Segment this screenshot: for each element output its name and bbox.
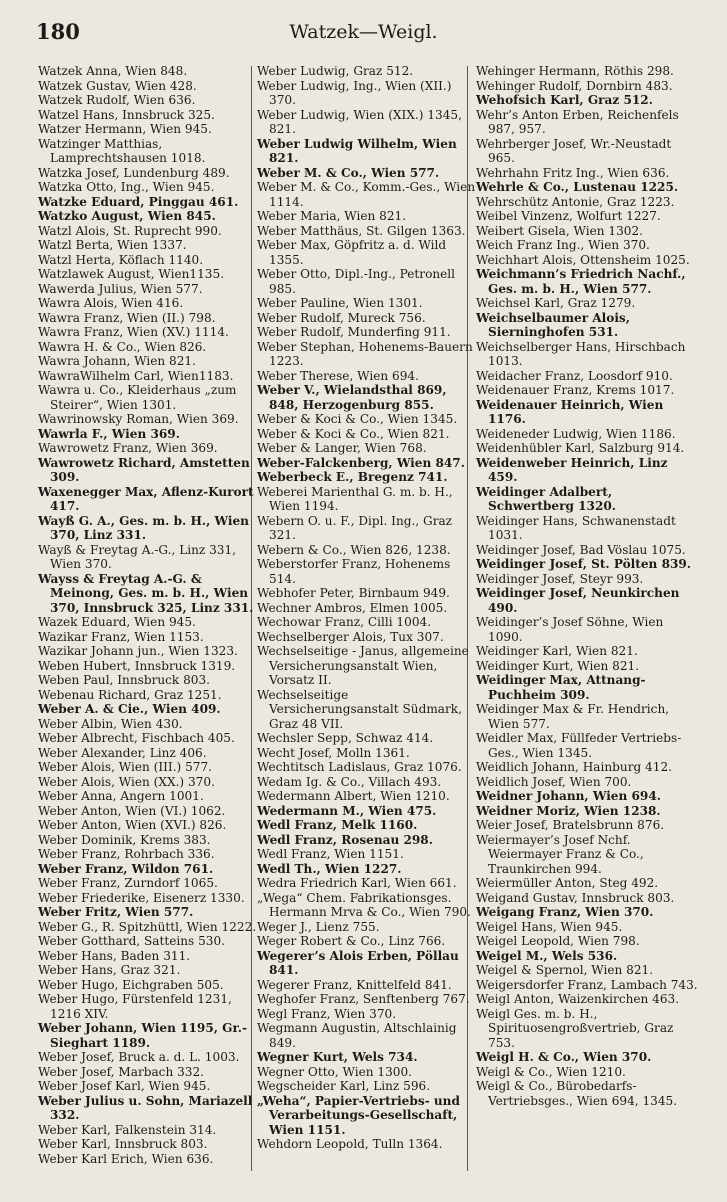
directory-entry: „Weha“, Papier-Vertriebs- und Verarbeitungs-Gesellschaft, Wien 1151. — [257, 1093, 460, 1137]
directory-entry: Weber Franz, Wildon 761. — [38, 861, 214, 876]
directory-entry: Wehrschütz Antonie, Graz 1223. — [476, 194, 675, 209]
directory-entry: Weben Paul, Innsbruck 803. — [38, 673, 211, 687]
directory-entry: Wegmann Augustin, Altschlainig 849. — [257, 1021, 457, 1050]
column-3 — [476, 64, 698, 1108]
directory-entry: Weben Hubert, Innsbruck 1319. — [38, 658, 236, 673]
directory-entry: Wawra Franz, Wien (II.) 798. — [38, 310, 216, 325]
directory-entry: Wehrberger Josef, Wr.-Neustadt 965. — [476, 136, 672, 165]
directory-entry: Weigel Leopold, Wien 798. — [476, 934, 640, 948]
directory-entry: Wayss & Freytag A.-G. & Meinong, Ges. m. b. H., Wien 370, Innsbruck 325, Linz 331. — [38, 571, 254, 615]
directory-entry: Wedermann M., Wien 475. — [257, 803, 437, 818]
directory-entry: Weger J., Lienz 755. — [257, 919, 380, 934]
directory-entry: Wawrla F., Wien 369. — [38, 426, 180, 441]
directory-entry: Weber M. & Co., Wien 577. — [257, 165, 440, 180]
directory-entry: Weber Max, Göpfritz a. d. Wild 1355. — [257, 238, 447, 267]
directory-entry: Watzka Josef, Lundenburg 489. — [38, 165, 230, 180]
directory-entry: Weber Anton, Wien (VI.) 1062. — [38, 803, 226, 818]
directory-entry: Weigel Hans, Wien 945. — [476, 919, 623, 934]
directory-entry: Weber Karl, Falkenstein 314. — [38, 1122, 217, 1137]
directory-entry: Weidlich Josef, Wien 700. — [476, 774, 632, 789]
directory-entry: Wazikar Franz, Wien 1153. — [38, 629, 204, 644]
directory-entry: Weber Johann, Wien 1195, Gr.-Sieghart 1189. — [38, 1021, 248, 1050]
directory-entry: Weberei Marienthal G. m. b. H., Wien 1194. — [257, 484, 453, 513]
directory-entry: Weber A. & Cie., Wien 409. — [38, 702, 221, 716]
directory-entry: Wehrle & Co., Lustenau 1225. — [476, 180, 679, 194]
directory-entry: Weber & Langer, Wien 768. — [257, 441, 427, 455]
directory-entry: Weber Anna, Angern 1001. — [38, 789, 204, 803]
directory-entry: Weber Franz, Rohrbach 336. — [38, 847, 215, 861]
directory-entry: Wayß & Freytag A.-G., Linz 331, Wien 370. — [38, 542, 237, 571]
directory-entry: Weichhart Alois, Ottensheim 1025. — [476, 252, 690, 267]
directory-entry: Weidenauer Franz, Krems 1017. — [476, 383, 675, 397]
directory-entry: Weigl H. & Co., Wien 370. — [476, 1050, 652, 1064]
directory-entry: Webhofer Peter, Birnbaum 949. — [257, 586, 450, 600]
directory-entry: Wedl Franz, Rosenau 298. — [257, 832, 433, 847]
directory-entry: Watzel Hans, Innsbruck 325. — [38, 107, 215, 122]
directory-entry: Wechselberger Alois, Tux 307. — [257, 629, 444, 644]
directory-entry: Weigl Ges. m. b. H., Spirituosengroßvertrieb, Graz 753. — [476, 1006, 674, 1050]
directory-entry: Wegscheider Karl, Linz 596. — [257, 1079, 431, 1093]
directory-entry: Watzko August, Wien 845. — [38, 209, 216, 223]
directory-entry: Webern & Co., Wien 826, 1238. — [257, 542, 451, 557]
directory-entry: Weber Hugo, Eichgraben 505. — [38, 977, 224, 992]
directory-entry: Wawra Franz, Wien (XV.) 1114. — [38, 325, 229, 339]
directory-entry: Wegerer’s Alois Erben, Pöllau 841. — [257, 948, 459, 977]
directory-entry: Weber Hans, Graz 321. — [38, 963, 181, 977]
directory-entry: Weber Josef, Bruck a. d. L. 1003. — [38, 1050, 240, 1064]
directory-entry: Weber & Koci & Co., Wien 821. — [257, 426, 450, 441]
directory-entry: Webenau Richard, Graz 1251. — [38, 687, 222, 702]
directory-entry: Weidner Moriz, Wien 1238. — [476, 803, 661, 818]
directory-entry: Wedl Franz, Wien 1151. — [257, 847, 404, 861]
directory-entry: Weidinger Adalbert, Schwertberg 1320. — [476, 484, 617, 513]
directory-entry: Wayß G. A., Ges. m. b. H., Wien 370, Linz 331. — [38, 513, 249, 542]
directory-entry: Weber Julius u. Sohn, Mariazell 332. — [38, 1093, 253, 1122]
directory-entry: Watzl Herta, Köflach 1140. — [38, 252, 204, 267]
directory-entry: Weber Ludwig Wilhelm, Wien 821. — [257, 136, 457, 165]
directory-entry: Weichselberger Hans, Hirschbach 1013. — [476, 339, 686, 368]
directory-entry: Wehr’s Anton Erben, Reichenfels 987, 957. — [476, 107, 679, 136]
directory-entry: Watzka Otto, Ing., Wien 945. — [38, 180, 215, 194]
directory-entry: Weidinger Kurt, Wien 821. — [476, 658, 640, 673]
directory-entry: Wawra Alois, Wien 416. — [38, 296, 184, 310]
directory-entry: Weiermüller Anton, Steg 492. — [476, 876, 659, 890]
directory-entry: Weber Ludwig, Graz 512. — [257, 64, 414, 78]
directory-entry: Wehdorn Leopold, Tulln 1364. — [257, 1137, 443, 1151]
column-1 — [38, 64, 260, 1166]
directory-entry: Weidinger Max, Attnang-Puchheim 309. — [476, 673, 646, 702]
column-2 — [257, 64, 479, 1152]
directory-entry: Weidenweber Heinrich, Linz 459. — [476, 455, 668, 484]
directory-entry: Weideneder Ludwig, Wien 1186. — [476, 426, 676, 441]
directory-entry: Weidler Max, Füllfeder Vertriebs-Ges., Wien 1345. — [476, 731, 682, 760]
directory-entry: Wechselseitige - Janus, allgemeine Versicherungsanstalt Wien, Vorsatz II. — [257, 644, 469, 687]
directory-entry: Wehrhahn Fritz Ing., Wien 636. — [476, 165, 670, 180]
directory-entry: Weigel & Spernol, Wien 821. — [476, 963, 654, 977]
directory-entry: Wawrowetz Richard, Amstetten 309. — [38, 455, 250, 484]
directory-entry: Weber Gotthard, Satteins 530. — [38, 934, 226, 948]
directory-entry: Wehinger Hermann, Röthis 298. — [476, 64, 674, 78]
directory-entry: Wegl Franz, Wien 370. — [257, 1006, 397, 1021]
directory-entry: Weigel M., Wels 536. — [476, 948, 618, 963]
directory-entry: Wegner Kurt, Wels 734. — [257, 1050, 418, 1064]
directory-entry: Weidinger Josef, Bad Vöslau 1075. — [476, 542, 686, 557]
directory-entry: Wawrinowsky Roman, Wien 369. — [38, 412, 239, 426]
directory-entry: Wawra H. & Co., Wien 826. — [38, 339, 207, 354]
directory-entry: Wazek Eduard, Wien 945. — [38, 615, 196, 629]
directory-entry: Weber Albrecht, Fischbach 405. — [38, 731, 235, 745]
directory-entry: Weidinger Josef, Steyr 993. — [476, 571, 644, 586]
directory-entry: Weibel Vinzenz, Wolfurt 1227. — [476, 209, 661, 223]
directory-entry: Weidenhübler Karl, Salzburg 914. — [476, 441, 685, 455]
directory-entry: Weber G., R. Spitzhüttl, Wien 1222. — [38, 919, 257, 934]
directory-entry: Weber Maria, Wien 821. — [257, 209, 407, 223]
directory-entry: Wechner Ambros, Elmen 1005. — [257, 600, 448, 615]
directory-entry: Wedl Franz, Melk 1160. — [257, 818, 418, 832]
directory-entry: Watzl Berta, Wien 1337. — [38, 238, 187, 252]
directory-entry: Wedam Ig. & Co., Villach 493. — [257, 774, 442, 789]
directory-entry: Weichselbaumer Alois, Sierninghofen 531. — [476, 310, 630, 339]
directory-entry: Weigl & Co., Bürobedarfs-Vertriebsges., Wien 694, 1345. — [476, 1079, 678, 1108]
directory-entry: Weber Franz, Zurndorf 1065. — [38, 876, 218, 890]
directory-entry: Wechsler Sepp, Schwaz 414. — [257, 731, 434, 745]
directory-entry: Wechtitsch Ladislaus, Graz 1076. — [257, 760, 462, 774]
directory-entry: Weber Dominik, Krems 383. — [38, 832, 211, 847]
directory-entry: Weber-Falckenberg, Wien 847. — [257, 455, 465, 470]
directory-entry: Webern O. u. F., Dipl. Ing., Graz 321. — [257, 513, 453, 542]
directory-entry: Weidinger Karl, Wien 821. — [476, 644, 638, 658]
directory-entry: Weberbeck E., Bregenz 741. — [257, 470, 448, 484]
directory-entry: Wecht Josef, Molln 1361. — [257, 745, 410, 760]
directory-entry: Watzl Alois, St. Ruprecht 990. — [38, 223, 222, 238]
directory-entry: Weber Karl Erich, Wien 636. — [38, 1151, 214, 1166]
directory-entry: Weber M. & Co., Komm.-Ges., Wien 1114. — [257, 180, 476, 209]
directory-entry: Weidinger Hans, Schwanenstadt 1031. — [476, 513, 676, 542]
directory-entry: Weber Rudolf, Munderfing 911. — [257, 325, 451, 339]
directory-entry: Watzke Eduard, Pinggau 461. — [38, 194, 239, 209]
directory-entry: Weber Rudolf, Mureck 756. — [257, 310, 426, 325]
directory-entry: Weber V., Wielandsthal 869, 848, Herzogenburg 855. — [257, 383, 447, 412]
directory-entry: Wegner Otto, Wien 1300. — [257, 1064, 413, 1079]
directory-entry: Wawerda Julius, Wien 577. — [38, 281, 203, 296]
directory-entry: Watzek Anna, Wien 848. — [38, 64, 188, 78]
directory-entry: Weigl & Co., Wien 1210. — [476, 1064, 626, 1079]
directory-entry: Wawra u. Co., Kleiderhaus „zum Steirer“, Wien 1301. — [38, 383, 237, 412]
directory-entry: Watzek Gustav, Wien 428. — [38, 78, 197, 93]
directory-entry: Weber Ludwig, Ing., Wien (XII.) 370. — [257, 78, 452, 107]
directory-entry: Watzek Rudolf, Wien 636. — [38, 93, 196, 107]
directory-entry: Weich Franz Ing., Wien 370. — [476, 238, 650, 252]
directory-entry: Weier Josef, Bratelsbrunn 876. — [476, 818, 665, 832]
directory-entry: Weidlich Johann, Hainburg 412. — [476, 760, 672, 774]
directory-entry: Weber Alois, Wien (III.) 577. — [38, 760, 213, 774]
directory-entry: Weber Alois, Wien (XX.) 370. — [38, 774, 215, 789]
directory-entry: Weber Anton, Wien (XVI.) 826. — [38, 818, 227, 832]
directory-entry: Weigl Anton, Waizenkirchen 463. — [476, 992, 680, 1006]
directory-entry: Weber Fritz, Wien 577. — [38, 905, 194, 919]
directory-entry: Weichmann’s Friedrich Nachf., Ges. m. b. H., Wien 577. — [476, 267, 686, 296]
directory-entry: Weber Hugo, Fürstenfeld 1231, 1216 XIV. — [38, 992, 232, 1021]
directory-entry: Watzinger Matthias, Lamprechtshausen 1018. — [38, 136, 206, 165]
directory-entry: Wedermann Albert, Wien 1210. — [257, 789, 450, 803]
directory-entry: Wehofsich Karl, Graz 512. — [476, 93, 653, 107]
directory-entry: Weber Alexander, Linz 406. — [38, 745, 207, 760]
directory-entry: Wawra Johann, Wien 821. — [38, 354, 196, 368]
directory-entry: Weber Josef Karl, Wien 945. — [38, 1079, 211, 1093]
directory-entry: Weidner Johann, Wien 694. — [476, 789, 661, 803]
directory-entry: Weber Friederike, Eisenerz 1330. — [38, 890, 245, 905]
directory-entry: Weber Josef, Marbach 332. — [38, 1064, 205, 1079]
page-header — [0, 0, 727, 48]
directory-entry: Weber Stephan, Hohenems-Bauern 1223. — [257, 339, 473, 368]
directory-entry: Weger Robert & Co., Linz 766. — [257, 934, 446, 948]
directory-entry: Weber Pauline, Wien 1301. — [257, 296, 423, 310]
directory-entry: Weber Karl, Innsbruck 803. — [38, 1137, 208, 1151]
directory-entry: Weber Ludwig, Wien (XIX.) 1345, 821. — [257, 107, 462, 136]
directory-entry: Wechowar Franz, Cilli 1004. — [257, 615, 432, 629]
directory-entry: Weidinger Josef, Neunkirchen 490. — [476, 586, 680, 615]
directory-entry: Weigersdorfer Franz, Lambach 743. — [476, 977, 698, 992]
directory-entry: Wazikar Johann jun., Wien 1323. — [38, 644, 238, 658]
directory-entry: Watzer Hermann, Wien 945. — [38, 122, 212, 136]
directory-entry: Waxenegger Max, Aflenz-Kurort 417. — [38, 484, 254, 513]
directory-entry: Wehinger Rudolf, Dornbirn 483. — [476, 78, 673, 93]
directory-entry: Wedra Friedrich Karl, Wien 661. — [257, 876, 457, 890]
directory-entry: Weber Otto, Dipl.-Ing., Petronell 985. — [257, 267, 456, 296]
page-number: 180 — [36, 19, 80, 44]
directory-entry: Weidinger Max & Fr. Hendrich, Wien 577. — [476, 702, 670, 731]
directory-entry: Weidinger Josef, St. Pölten 839. — [476, 557, 692, 571]
directory-entry: Weber Matthäus, St. Gilgen 1363. — [257, 223, 466, 238]
directory-entry: Weber Albin, Wien 430. — [38, 716, 183, 731]
directory-entry: Weiermayer’s Josef Nchf. Weiermayer Franz & Co., Traunkirchen 994. — [476, 832, 644, 876]
directory-entry: Wedl Th., Wien 1227. — [257, 861, 402, 876]
directory-entry: Weidinger’s Josef Söhne, Wien 1090. — [476, 615, 664, 644]
directory-entry: Weber & Koci & Co., Wien 1345. — [257, 412, 458, 426]
directory-entry: „Wega“ Chem. Fabrikationsges. Hermann Mrva & Co., Wien 790. — [257, 890, 471, 919]
directory-entry: Weghofer Franz, Senftenberg 767. — [257, 992, 470, 1006]
directory-entry: Watzlawek August, Wien1135. — [38, 267, 225, 281]
directory-entry: Wechselseitige Versicherungsanstalt Südmark, Graz 48 VII. — [257, 687, 462, 731]
directory-entry: Weber Hans, Baden 311. — [38, 948, 191, 963]
directory-entry: Weibert Gisela, Wien 1302. — [476, 223, 644, 238]
directory-entry: Wegerer Franz, Knittelfeld 841. — [257, 977, 452, 992]
directory-entry: Weigang Franz, Wien 370. — [476, 905, 654, 919]
directory-entry: Weberstorfer Franz, Hohenems 514. — [257, 557, 451, 586]
directory-entry: Wawrowetz Franz, Wien 369. — [38, 441, 218, 455]
directory-entry: Weidenauer Heinrich, Wien 1176. — [476, 397, 664, 426]
page-title: Watzek—Weigl. — [289, 21, 438, 43]
directory-entry: Weber Therese, Wien 694. — [257, 368, 419, 383]
directory-entry: Weigand Gustav, Innsbruck 803. — [476, 890, 675, 905]
directory-entry: Weichsel Karl, Graz 1279. — [476, 296, 636, 310]
directory-entry: Weidacher Franz, Loosdorf 910. — [476, 368, 673, 383]
directory-entry: WawraWilhelm Carl, Wien1183. — [38, 368, 234, 383]
